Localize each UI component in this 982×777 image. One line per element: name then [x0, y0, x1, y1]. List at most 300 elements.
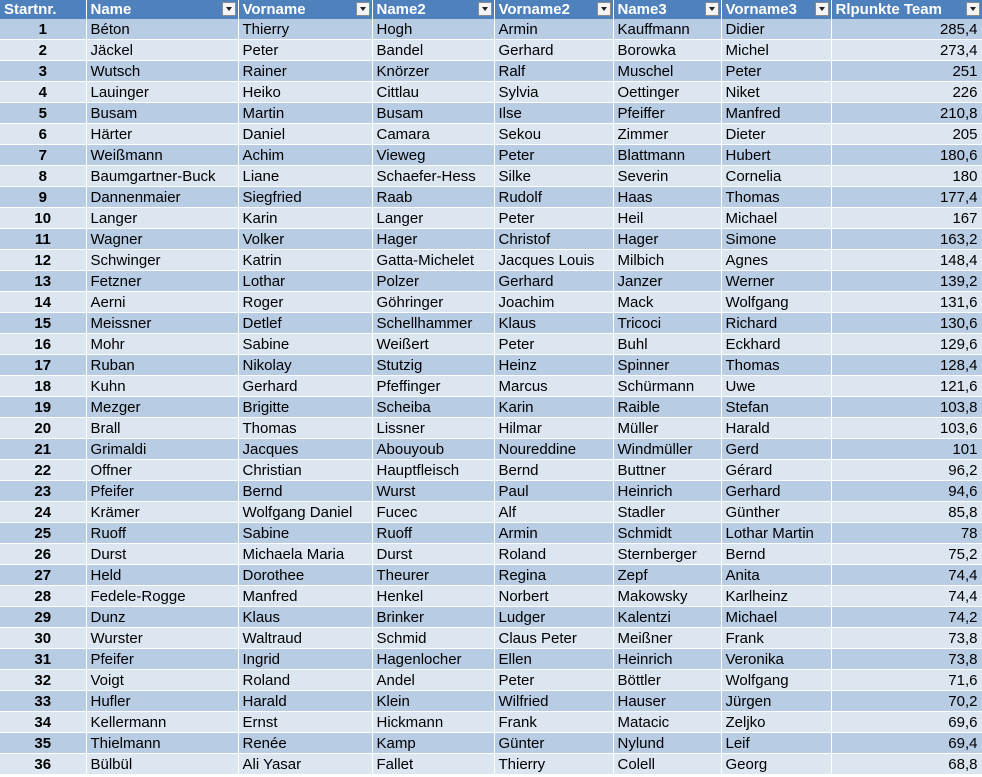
cell-vorname2[interactable]: Frank	[494, 712, 613, 733]
cell-vorname[interactable]: Brigitte	[238, 397, 372, 418]
cell-vorname2[interactable]: Paul	[494, 481, 613, 502]
cell-vorname3[interactable]: Günther	[721, 502, 831, 523]
cell-vorname[interactable]: Thomas	[238, 418, 372, 439]
cell-vorname3[interactable]: Michel	[721, 40, 831, 61]
column-header-name3[interactable]	[613, 0, 721, 19]
cell-vorname3[interactable]: Anita	[721, 565, 831, 586]
cell-rlpunkte-team[interactable]: 177,4	[831, 187, 982, 208]
cell-startnr[interactable]: 35	[0, 733, 86, 754]
cell-vorname3[interactable]: Niket	[721, 82, 831, 103]
cell-vorname[interactable]: Martin	[238, 103, 372, 124]
cell-name3[interactable]: Hager	[613, 229, 721, 250]
cell-name3[interactable]: Sternberger	[613, 544, 721, 565]
cell-name2[interactable]: Hauptfleisch	[372, 460, 494, 481]
cell-rlpunkte-team[interactable]: 103,8	[831, 397, 982, 418]
cell-rlpunkte-team[interactable]: 128,4	[831, 355, 982, 376]
cell-vorname2[interactable]: Peter	[494, 145, 613, 166]
cell-startnr[interactable]: 7	[0, 145, 86, 166]
cell-name3[interactable]: Schürmann	[613, 376, 721, 397]
cell-name[interactable]: Dunz	[86, 607, 238, 628]
cell-vorname2[interactable]: Silke	[494, 166, 613, 187]
cell-name2[interactable]: Raab	[372, 187, 494, 208]
cell-vorname3[interactable]: Gérard	[721, 460, 831, 481]
cell-rlpunkte-team[interactable]: 226	[831, 82, 982, 103]
cell-name3[interactable]: Janzer	[613, 271, 721, 292]
cell-name[interactable]: Baumgartner-Buck	[86, 166, 238, 187]
cell-name3[interactable]: Buhl	[613, 334, 721, 355]
cell-name[interactable]: Ruoff	[86, 523, 238, 544]
cell-startnr[interactable]: 28	[0, 586, 86, 607]
cell-rlpunkte-team[interactable]: 180	[831, 166, 982, 187]
cell-vorname3[interactable]: Dieter	[721, 124, 831, 145]
cell-startnr[interactable]: 31	[0, 649, 86, 670]
cell-name2[interactable]: Polzer	[372, 271, 494, 292]
cell-vorname[interactable]: Christian	[238, 460, 372, 481]
cell-name3[interactable]: Oettinger	[613, 82, 721, 103]
cell-startnr[interactable]: 3	[0, 61, 86, 82]
cell-vorname2[interactable]: Jacques Louis	[494, 250, 613, 271]
column-header-startnr[interactable]	[0, 0, 86, 19]
cell-vorname3[interactable]: Cornelia	[721, 166, 831, 187]
cell-name[interactable]: Held	[86, 565, 238, 586]
cell-name2[interactable]: Camara	[372, 124, 494, 145]
cell-vorname2[interactable]: Günter	[494, 733, 613, 754]
cell-vorname3[interactable]: Wolfgang	[721, 670, 831, 691]
cell-name3[interactable]: Makowsky	[613, 586, 721, 607]
cell-rlpunkte-team[interactable]: 210,8	[831, 103, 982, 124]
cell-startnr[interactable]: 18	[0, 376, 86, 397]
cell-startnr[interactable]: 19	[0, 397, 86, 418]
cell-vorname[interactable]: Ali Yasar	[238, 754, 372, 775]
cell-rlpunkte-team[interactable]: 163,2	[831, 229, 982, 250]
cell-name[interactable]: Schwinger	[86, 250, 238, 271]
cell-name[interactable]: Wurster	[86, 628, 238, 649]
filter-dropdown-icon[interactable]	[222, 2, 236, 16]
cell-startnr[interactable]: 13	[0, 271, 86, 292]
cell-startnr[interactable]: 15	[0, 313, 86, 334]
cell-name3[interactable]: Tricoci	[613, 313, 721, 334]
cell-name3[interactable]: Zimmer	[613, 124, 721, 145]
cell-name[interactable]: Weißmann	[86, 145, 238, 166]
cell-vorname[interactable]: Roland	[238, 670, 372, 691]
cell-name2[interactable]: Knörzer	[372, 61, 494, 82]
filter-dropdown-icon[interactable]	[966, 2, 980, 16]
cell-name[interactable]: Ruban	[86, 355, 238, 376]
cell-name3[interactable]: Pfeiffer	[613, 103, 721, 124]
cell-startnr[interactable]: 14	[0, 292, 86, 313]
cell-rlpunkte-team[interactable]: 69,6	[831, 712, 982, 733]
cell-name[interactable]: Wagner	[86, 229, 238, 250]
cell-vorname[interactable]: Gerhard	[238, 376, 372, 397]
cell-name2[interactable]: Gatta-Michelet	[372, 250, 494, 271]
cell-rlpunkte-team[interactable]: 273,4	[831, 40, 982, 61]
cell-vorname[interactable]: Klaus	[238, 607, 372, 628]
cell-name[interactable]: Busam	[86, 103, 238, 124]
cell-name2[interactable]: Lissner	[372, 418, 494, 439]
cell-name3[interactable]: Meißner	[613, 628, 721, 649]
cell-vorname[interactable]: Sabine	[238, 334, 372, 355]
cell-name[interactable]: Mohr	[86, 334, 238, 355]
cell-name2[interactable]: Busam	[372, 103, 494, 124]
cell-vorname2[interactable]: Sylvia	[494, 82, 613, 103]
cell-name2[interactable]: Henkel	[372, 586, 494, 607]
cell-name3[interactable]: Heinrich	[613, 481, 721, 502]
cell-name2[interactable]: Klein	[372, 691, 494, 712]
cell-name3[interactable]: Stadler	[613, 502, 721, 523]
cell-vorname2[interactable]: Marcus	[494, 376, 613, 397]
cell-vorname3[interactable]: Gerd	[721, 439, 831, 460]
cell-rlpunkte-team[interactable]: 74,4	[831, 565, 982, 586]
cell-vorname2[interactable]: Heinz	[494, 355, 613, 376]
column-header-name2[interactable]	[372, 0, 494, 19]
cell-vorname3[interactable]: Stefan	[721, 397, 831, 418]
cell-rlpunkte-team[interactable]: 251	[831, 61, 982, 82]
cell-vorname2[interactable]: Armin	[494, 523, 613, 544]
cell-name2[interactable]: Durst	[372, 544, 494, 565]
cell-vorname2[interactable]: Alf	[494, 502, 613, 523]
cell-vorname3[interactable]: Agnes	[721, 250, 831, 271]
cell-rlpunkte-team[interactable]: 85,8	[831, 502, 982, 523]
cell-startnr[interactable]: 23	[0, 481, 86, 502]
cell-vorname[interactable]: Wolfgang Daniel	[238, 502, 372, 523]
cell-rlpunkte-team[interactable]: 148,4	[831, 250, 982, 271]
cell-startnr[interactable]: 24	[0, 502, 86, 523]
cell-vorname3[interactable]: Veronika	[721, 649, 831, 670]
cell-vorname2[interactable]: Regina	[494, 565, 613, 586]
cell-vorname[interactable]: Waltraud	[238, 628, 372, 649]
cell-name[interactable]: Fetzner	[86, 271, 238, 292]
cell-name3[interactable]: Nylund	[613, 733, 721, 754]
cell-name[interactable]: Härter	[86, 124, 238, 145]
cell-vorname[interactable]: Dorothee	[238, 565, 372, 586]
column-header-vorname2[interactable]	[494, 0, 613, 19]
cell-name[interactable]: Lauinger	[86, 82, 238, 103]
cell-name[interactable]: Meissner	[86, 313, 238, 334]
column-header-vorname[interactable]	[238, 0, 372, 19]
cell-vorname2[interactable]: Peter	[494, 670, 613, 691]
cell-startnr[interactable]: 6	[0, 124, 86, 145]
filter-dropdown-icon[interactable]	[356, 2, 370, 16]
cell-vorname[interactable]: Karin	[238, 208, 372, 229]
cell-vorname[interactable]: Siegfried	[238, 187, 372, 208]
cell-name3[interactable]: Kalentzi	[613, 607, 721, 628]
cell-rlpunkte-team[interactable]: 131,6	[831, 292, 982, 313]
cell-name2[interactable]: Langer	[372, 208, 494, 229]
cell-name[interactable]: Krämer	[86, 502, 238, 523]
cell-name2[interactable]: Stutzig	[372, 355, 494, 376]
cell-vorname2[interactable]: Rudolf	[494, 187, 613, 208]
cell-name[interactable]: Kuhn	[86, 376, 238, 397]
cell-vorname3[interactable]: Gerhard	[721, 481, 831, 502]
cell-vorname2[interactable]: Ludger	[494, 607, 613, 628]
cell-startnr[interactable]: 1	[0, 19, 86, 40]
cell-vorname[interactable]: Jacques	[238, 439, 372, 460]
cell-vorname3[interactable]: Peter	[721, 61, 831, 82]
cell-name3[interactable]: Heinrich	[613, 649, 721, 670]
cell-name3[interactable]: Buttner	[613, 460, 721, 481]
cell-vorname[interactable]: Liane	[238, 166, 372, 187]
cell-vorname2[interactable]: Ilse	[494, 103, 613, 124]
cell-rlpunkte-team[interactable]: 68,8	[831, 754, 982, 775]
cell-vorname3[interactable]: Zeljko	[721, 712, 831, 733]
cell-name[interactable]: Durst	[86, 544, 238, 565]
cell-vorname2[interactable]: Noureddine	[494, 439, 613, 460]
cell-vorname2[interactable]: Armin	[494, 19, 613, 40]
cell-vorname2[interactable]: Gerhard	[494, 271, 613, 292]
cell-name2[interactable]: Hager	[372, 229, 494, 250]
cell-vorname[interactable]: Renée	[238, 733, 372, 754]
cell-vorname2[interactable]: Peter	[494, 208, 613, 229]
cell-name2[interactable]: Scheiba	[372, 397, 494, 418]
cell-rlpunkte-team[interactable]: 139,2	[831, 271, 982, 292]
cell-name3[interactable]: Zepf	[613, 565, 721, 586]
cell-startnr[interactable]: 21	[0, 439, 86, 460]
cell-startnr[interactable]: 20	[0, 418, 86, 439]
cell-name3[interactable]: Matacic	[613, 712, 721, 733]
cell-name2[interactable]: Theurer	[372, 565, 494, 586]
cell-vorname3[interactable]: Thomas	[721, 187, 831, 208]
cell-name2[interactable]: Vieweg	[372, 145, 494, 166]
cell-vorname2[interactable]: Ralf	[494, 61, 613, 82]
cell-vorname2[interactable]: Christof	[494, 229, 613, 250]
cell-vorname[interactable]: Thierry	[238, 19, 372, 40]
cell-name3[interactable]: Spinner	[613, 355, 721, 376]
cell-startnr[interactable]: 26	[0, 544, 86, 565]
cell-vorname2[interactable]: Ellen	[494, 649, 613, 670]
column-header-vorname3[interactable]	[721, 0, 831, 19]
cell-name3[interactable]: Müller	[613, 418, 721, 439]
cell-rlpunkte-team[interactable]: 121,6	[831, 376, 982, 397]
filter-dropdown-icon[interactable]	[478, 2, 492, 16]
cell-startnr[interactable]: 16	[0, 334, 86, 355]
cell-startnr[interactable]: 33	[0, 691, 86, 712]
cell-vorname[interactable]: Daniel	[238, 124, 372, 145]
cell-vorname3[interactable]: Harald	[721, 418, 831, 439]
cell-vorname2[interactable]: Peter	[494, 334, 613, 355]
cell-startnr[interactable]: 5	[0, 103, 86, 124]
cell-vorname3[interactable]: Wolfgang	[721, 292, 831, 313]
filter-dropdown-icon[interactable]	[597, 2, 611, 16]
cell-vorname2[interactable]: Roland	[494, 544, 613, 565]
cell-startnr[interactable]: 2	[0, 40, 86, 61]
cell-name3[interactable]: Colell	[613, 754, 721, 775]
cell-rlpunkte-team[interactable]: 73,8	[831, 649, 982, 670]
cell-rlpunkte-team[interactable]: 129,6	[831, 334, 982, 355]
cell-startnr[interactable]: 9	[0, 187, 86, 208]
cell-rlpunkte-team[interactable]: 167	[831, 208, 982, 229]
cell-name2[interactable]: Schellhammer	[372, 313, 494, 334]
cell-name[interactable]: Mezger	[86, 397, 238, 418]
cell-name2[interactable]: Fucec	[372, 502, 494, 523]
cell-vorname2[interactable]: Karin	[494, 397, 613, 418]
cell-name[interactable]: Hufler	[86, 691, 238, 712]
cell-name2[interactable]: Hagenlocher	[372, 649, 494, 670]
cell-rlpunkte-team[interactable]: 70,2	[831, 691, 982, 712]
cell-vorname3[interactable]: Frank	[721, 628, 831, 649]
cell-startnr[interactable]: 22	[0, 460, 86, 481]
cell-name[interactable]: Offner	[86, 460, 238, 481]
cell-name[interactable]: Brall	[86, 418, 238, 439]
cell-vorname3[interactable]: Uwe	[721, 376, 831, 397]
cell-rlpunkte-team[interactable]: 71,6	[831, 670, 982, 691]
cell-vorname3[interactable]: Eckhard	[721, 334, 831, 355]
cell-name3[interactable]: Blattmann	[613, 145, 721, 166]
cell-vorname2[interactable]: Norbert	[494, 586, 613, 607]
cell-vorname[interactable]: Katrin	[238, 250, 372, 271]
cell-startnr[interactable]: 30	[0, 628, 86, 649]
cell-startnr[interactable]: 11	[0, 229, 86, 250]
cell-vorname[interactable]: Harald	[238, 691, 372, 712]
cell-vorname3[interactable]: Hubert	[721, 145, 831, 166]
cell-name3[interactable]: Borowka	[613, 40, 721, 61]
cell-name[interactable]: Pfeifer	[86, 481, 238, 502]
cell-name[interactable]: Bülbül	[86, 754, 238, 775]
cell-name[interactable]: Voigt	[86, 670, 238, 691]
cell-vorname2[interactable]: Hilmar	[494, 418, 613, 439]
cell-startnr[interactable]: 17	[0, 355, 86, 376]
cell-vorname[interactable]: Manfred	[238, 586, 372, 607]
cell-name2[interactable]: Schmid	[372, 628, 494, 649]
cell-startnr[interactable]: 27	[0, 565, 86, 586]
cell-rlpunkte-team[interactable]: 180,6	[831, 145, 982, 166]
cell-name2[interactable]: Weißert	[372, 334, 494, 355]
cell-rlpunkte-team[interactable]: 78	[831, 523, 982, 544]
cell-rlpunkte-team[interactable]: 75,2	[831, 544, 982, 565]
cell-vorname2[interactable]: Joachim	[494, 292, 613, 313]
cell-name[interactable]: Wutsch	[86, 61, 238, 82]
cell-vorname3[interactable]: Michael	[721, 208, 831, 229]
cell-name2[interactable]: Ruoff	[372, 523, 494, 544]
cell-rlpunkte-team[interactable]: 96,2	[831, 460, 982, 481]
cell-name3[interactable]: Mack	[613, 292, 721, 313]
filter-dropdown-icon[interactable]	[705, 2, 719, 16]
cell-vorname3[interactable]: Lothar Martin	[721, 523, 831, 544]
cell-name3[interactable]: Heil	[613, 208, 721, 229]
cell-vorname2[interactable]: Sekou	[494, 124, 613, 145]
cell-name[interactable]: Aerni	[86, 292, 238, 313]
cell-vorname[interactable]: Volker	[238, 229, 372, 250]
cell-name3[interactable]: Hauser	[613, 691, 721, 712]
cell-name3[interactable]: Raible	[613, 397, 721, 418]
cell-vorname2[interactable]: Bernd	[494, 460, 613, 481]
cell-name3[interactable]: Kauffmann	[613, 19, 721, 40]
cell-vorname3[interactable]: Simone	[721, 229, 831, 250]
cell-vorname2[interactable]: Claus Peter	[494, 628, 613, 649]
cell-name3[interactable]: Haas	[613, 187, 721, 208]
cell-name3[interactable]: Schmidt	[613, 523, 721, 544]
cell-name3[interactable]: Muschel	[613, 61, 721, 82]
cell-rlpunkte-team[interactable]: 69,4	[831, 733, 982, 754]
cell-vorname[interactable]: Rainer	[238, 61, 372, 82]
cell-vorname2[interactable]: Klaus	[494, 313, 613, 334]
cell-rlpunkte-team[interactable]: 205	[831, 124, 982, 145]
cell-name[interactable]: Béton	[86, 19, 238, 40]
cell-vorname[interactable]: Ingrid	[238, 649, 372, 670]
cell-startnr[interactable]: 4	[0, 82, 86, 103]
cell-vorname[interactable]: Bernd	[238, 481, 372, 502]
cell-name3[interactable]: Windmüller	[613, 439, 721, 460]
cell-startnr[interactable]: 10	[0, 208, 86, 229]
cell-name3[interactable]: Böttler	[613, 670, 721, 691]
cell-name2[interactable]: Brinker	[372, 607, 494, 628]
cell-vorname3[interactable]: Jürgen	[721, 691, 831, 712]
cell-name2[interactable]: Andel	[372, 670, 494, 691]
cell-startnr[interactable]: 12	[0, 250, 86, 271]
cell-name[interactable]: Dannenmaier	[86, 187, 238, 208]
cell-vorname3[interactable]: Manfred	[721, 103, 831, 124]
cell-startnr[interactable]: 8	[0, 166, 86, 187]
cell-vorname[interactable]: Nikolay	[238, 355, 372, 376]
cell-vorname3[interactable]: Bernd	[721, 544, 831, 565]
cell-vorname[interactable]: Ernst	[238, 712, 372, 733]
cell-vorname3[interactable]: Thomas	[721, 355, 831, 376]
cell-rlpunkte-team[interactable]: 74,4	[831, 586, 982, 607]
cell-vorname[interactable]: Roger	[238, 292, 372, 313]
cell-startnr[interactable]: 36	[0, 754, 86, 775]
cell-vorname[interactable]: Detlef	[238, 313, 372, 334]
cell-name[interactable]: Thielmann	[86, 733, 238, 754]
cell-name[interactable]: Jäckel	[86, 40, 238, 61]
cell-vorname3[interactable]: Richard	[721, 313, 831, 334]
cell-name[interactable]: Fedele-Rogge	[86, 586, 238, 607]
cell-vorname[interactable]: Heiko	[238, 82, 372, 103]
cell-vorname[interactable]: Lothar	[238, 271, 372, 292]
cell-name2[interactable]: Wurst	[372, 481, 494, 502]
cell-vorname2[interactable]: Wilfried	[494, 691, 613, 712]
cell-name2[interactable]: Fallet	[372, 754, 494, 775]
filter-dropdown-icon[interactable]	[815, 2, 829, 16]
cell-name[interactable]: Pfeifer	[86, 649, 238, 670]
cell-name2[interactable]: Schaefer-Hess	[372, 166, 494, 187]
cell-rlpunkte-team[interactable]: 94,6	[831, 481, 982, 502]
cell-name2[interactable]: Hickmann	[372, 712, 494, 733]
cell-name2[interactable]: Pfeffinger	[372, 376, 494, 397]
cell-startnr[interactable]: 25	[0, 523, 86, 544]
column-header-rlpunkte-team[interactable]	[831, 0, 982, 19]
cell-name2[interactable]: Kamp	[372, 733, 494, 754]
cell-startnr[interactable]: 29	[0, 607, 86, 628]
cell-name[interactable]: Langer	[86, 208, 238, 229]
cell-vorname3[interactable]: Georg	[721, 754, 831, 775]
cell-name[interactable]: Kellermann	[86, 712, 238, 733]
cell-vorname[interactable]: Michaela Maria	[238, 544, 372, 565]
cell-rlpunkte-team[interactable]: 130,6	[831, 313, 982, 334]
cell-name2[interactable]: Abouyoub	[372, 439, 494, 460]
cell-vorname2[interactable]: Thierry	[494, 754, 613, 775]
cell-startnr[interactable]: 34	[0, 712, 86, 733]
cell-name2[interactable]: Cittlau	[372, 82, 494, 103]
cell-name3[interactable]: Severin	[613, 166, 721, 187]
cell-vorname3[interactable]: Michael	[721, 607, 831, 628]
cell-name2[interactable]: Bandel	[372, 40, 494, 61]
cell-vorname[interactable]: Peter	[238, 40, 372, 61]
cell-rlpunkte-team[interactable]: 285,4	[831, 19, 982, 40]
column-header-name[interactable]	[86, 0, 238, 19]
cell-rlpunkte-team[interactable]: 103,6	[831, 418, 982, 439]
cell-vorname2[interactable]: Gerhard	[494, 40, 613, 61]
cell-rlpunkte-team[interactable]: 74,2	[831, 607, 982, 628]
cell-vorname[interactable]: Sabine	[238, 523, 372, 544]
cell-name2[interactable]: Hogh	[372, 19, 494, 40]
cell-name[interactable]: Grimaldi	[86, 439, 238, 460]
cell-vorname3[interactable]: Didier	[721, 19, 831, 40]
cell-vorname3[interactable]: Werner	[721, 271, 831, 292]
cell-name3[interactable]: Milbich	[613, 250, 721, 271]
cell-startnr[interactable]: 32	[0, 670, 86, 691]
cell-vorname3[interactable]: Leif	[721, 733, 831, 754]
cell-vorname[interactable]: Achim	[238, 145, 372, 166]
cell-rlpunkte-team[interactable]: 101	[831, 439, 982, 460]
